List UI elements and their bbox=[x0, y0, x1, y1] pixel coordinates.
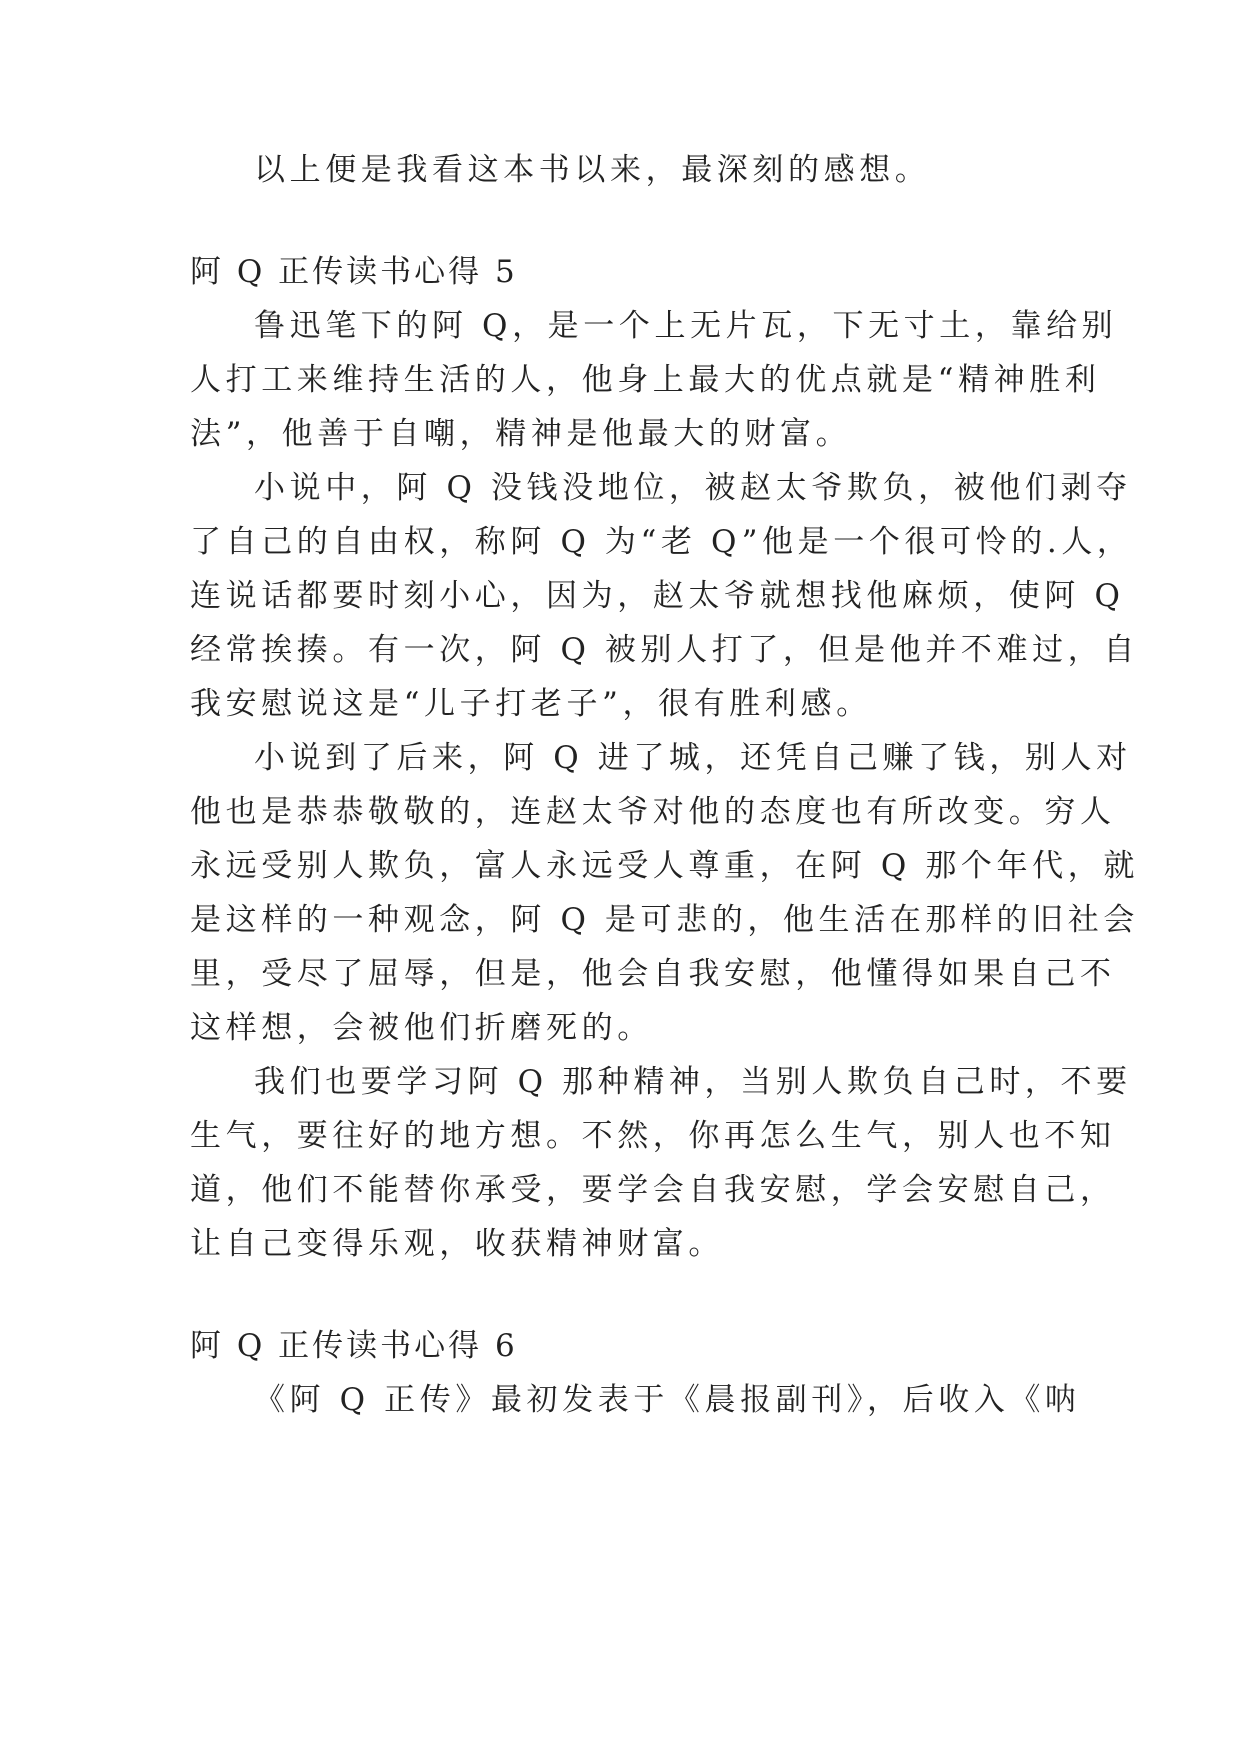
section-5-line-6: 连说话都要时刻小心，因为，赵太爷就想找他麻烦，使阿 Q bbox=[190, 578, 1125, 614]
intro-paragraph: 以上便是我看这本书以来，最深刻的感想。 bbox=[254, 152, 931, 188]
section-5-line-15: 我们也要学习阿 Q 那种精神，当别人欺负自己时，不要 bbox=[254, 1064, 1132, 1100]
section-5-line-2: 人打工来维持生活的人，他身上最大的优点就是“精神胜利 bbox=[190, 362, 1101, 398]
section-6-line-1: 《阿 Q 正传》最初发表于《晨报副刊》，后收入《呐 bbox=[254, 1382, 1081, 1418]
section-5-line-9: 小说到了后来，阿 Q 进了城，还凭自己赚了钱，别人对 bbox=[254, 740, 1132, 776]
section-5-line-18: 让自己变得乐观，收获精神财富。 bbox=[190, 1226, 724, 1262]
section-5-line-7: 经常挨揍。有一次，阿 Q 被别人打了，但是他并不难过，自 bbox=[190, 632, 1139, 668]
section-5-title: 阿 Q 正传读书心得 5 bbox=[190, 254, 518, 290]
section-5-line-12: 是这样的一种观念，阿 Q 是可悲的，他生活在那样的旧社会 bbox=[190, 902, 1139, 938]
section-5-line-14: 这样想，会被他们折磨死的。 bbox=[190, 1010, 653, 1046]
section-5-line-3: 法”，他善于自嘲，精神是他最大的财富。 bbox=[190, 416, 852, 452]
section-5-line-17: 道，他们不能替你承受，要学会自我安慰，学会安慰自己， bbox=[190, 1172, 1116, 1208]
section-5-line-5: 了自己的自由权，称阿 Q 为“老 Q”他是一个很可怜的.人， bbox=[190, 524, 1133, 560]
section-5-line-4: 小说中，阿 Q 没钱没地位，被赵太爷欺负，被他们剥夺 bbox=[254, 470, 1132, 506]
section-5-line-13: 里，受尽了屈辱，但是，他会自我安慰，他懂得如果自己不 bbox=[190, 956, 1116, 992]
section-5-line-10: 他也是恭恭敬敬的，连赵太爷对他的态度也有所改变。穷人 bbox=[190, 794, 1116, 830]
section-6-title: 阿 Q 正传读书心得 6 bbox=[190, 1328, 518, 1364]
section-5-line-8: 我安慰说这是“儿子打老子”，很有胜利感。 bbox=[190, 686, 872, 722]
section-5-line-11: 永远受别人欺负，富人永远受人尊重，在阿 Q 那个年代，就 bbox=[190, 848, 1139, 884]
section-5-line-16: 生气，要往好的地方想。不然，你再怎么生气，别人也不知 bbox=[190, 1118, 1116, 1154]
section-5-line-1: 鲁迅笔下的阿 Q，是一个上无片瓦，下无寸土，靠给别 bbox=[254, 308, 1118, 344]
